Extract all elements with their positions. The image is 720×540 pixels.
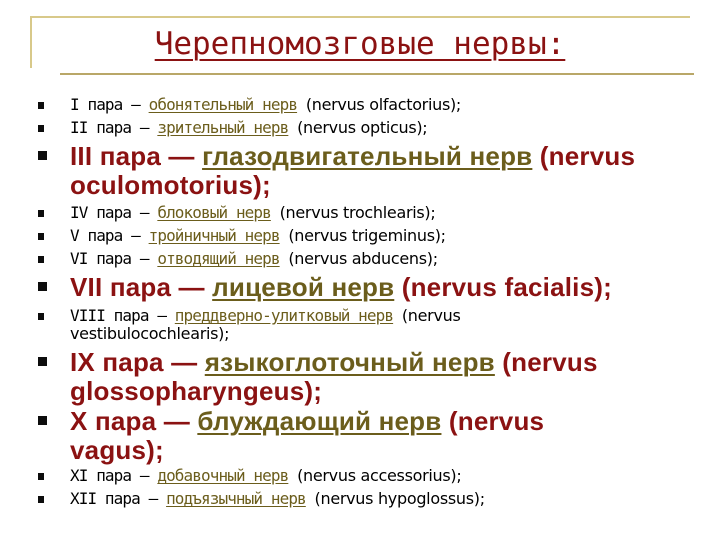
nerve-name-link[interactable]: добавочный нерв (157, 466, 289, 485)
nerve-latin-name: (nervus trigeminus); (288, 226, 446, 245)
list-item-text (70, 204, 700, 222)
list-item-text (70, 467, 700, 485)
nerve-pair-number: VIII пара — (70, 306, 175, 325)
nerve-latin-name: (nervus hypoglossus); (314, 489, 485, 508)
bullet-icon (38, 256, 44, 263)
nerve-name-link[interactable]: зрительный нерв (157, 118, 289, 137)
nerve-latin-name-continued: oculomotorius); (70, 170, 271, 200)
nerve-name-link[interactable]: подъязычный нерв (166, 489, 306, 508)
nerve-name-link[interactable]: языкоглоточный нерв (204, 347, 495, 377)
bullet-icon (38, 102, 44, 109)
title-divider (60, 73, 694, 75)
bullet-icon (38, 416, 47, 425)
nerve-latin-name-continued: vestibulocochlearis); (70, 324, 230, 343)
nerve-latin-name: (nervus olfactorius); (305, 95, 462, 114)
nerve-latin-name-continued: glossopharyngeus); (70, 376, 323, 406)
nerve-latin-name: (nervus (502, 347, 598, 377)
bullet-icon (38, 496, 44, 503)
nerve-name-link[interactable]: отводящий нерв (157, 249, 280, 268)
nerve-name-link[interactable]: блуждающий нерв (197, 406, 442, 436)
nerve-name-link[interactable]: обонятельный нерв (148, 95, 298, 114)
page-title: Черепномозговые нервы: (154, 26, 566, 62)
nerve-pair-number: IX пара — (70, 347, 205, 377)
nerve-latin-name: (nervus opticus); (297, 118, 428, 137)
nerve-pair-number: XII пара — (70, 489, 167, 508)
nerve-latin-name: (nervus (401, 306, 461, 325)
bullet-icon (38, 210, 44, 217)
nerve-latin-name: (nervus (448, 406, 545, 436)
list-item-text (70, 250, 700, 268)
bullet-icon (38, 473, 44, 480)
bullet-icon (38, 233, 44, 240)
nerve-pair-number: I пара — (70, 95, 149, 114)
list-item-text (70, 348, 700, 406)
nerve-pair-number: V пара — (70, 226, 149, 245)
nerve-name-link[interactable]: преддверно-улитковый нерв (174, 306, 394, 325)
nerve-latin-name: (nervus (539, 141, 636, 171)
bullet-icon (38, 151, 47, 160)
nerve-latin-name: (nervus trochlearis); (279, 203, 436, 222)
list-item-text (70, 407, 700, 465)
frame-top-line (30, 16, 690, 18)
nerve-pair-number: X пара — (70, 406, 198, 436)
bullet-icon (38, 282, 47, 291)
nerve-pair-number: III пара — (70, 141, 203, 171)
nerve-name-link[interactable]: лицевой нерв (212, 272, 395, 302)
nerve-name-link[interactable]: глазодвигательный нерв (202, 141, 533, 171)
nerve-name-link[interactable]: тройничный нерв (148, 226, 280, 245)
list-item-text (70, 227, 700, 245)
nerve-latin-name-continued: vagus); (70, 435, 164, 465)
list-item-text (70, 96, 700, 114)
nerve-latin-name: (nervus accessorius); (297, 466, 462, 485)
nerve-latin-name: (nervus abducens); (288, 249, 438, 268)
list-item-text (70, 142, 700, 200)
list-item-text (70, 490, 700, 508)
nerve-pair-number: VII пара — (70, 272, 213, 302)
list-item-text (70, 307, 700, 343)
bullet-icon (38, 125, 44, 132)
list-item-text (70, 273, 700, 302)
nerve-pair-number: VI пара — (70, 249, 158, 268)
nerve-latin-name: (nervus facialis); (401, 272, 612, 302)
nerve-pair-number: XI пара — (70, 466, 158, 485)
list-item-text (70, 119, 700, 137)
bullet-icon (38, 313, 44, 320)
nerve-pair-number: II пара — (70, 118, 158, 137)
bullet-icon (38, 357, 47, 366)
nerve-name-link[interactable]: блоковый нерв (157, 203, 271, 222)
nerve-pair-number: IV пара — (70, 203, 158, 222)
